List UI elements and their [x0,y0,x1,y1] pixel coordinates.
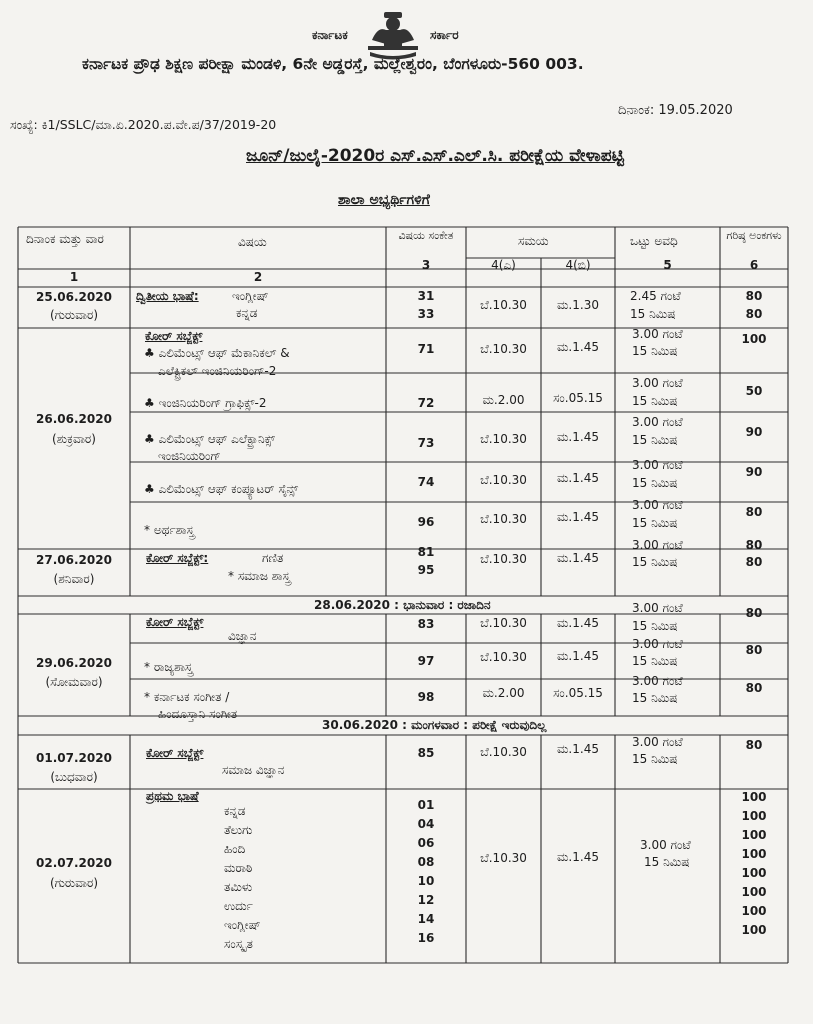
row-date: 02.07.2020 [36,856,112,870]
subject-code: 33 [417,307,435,321]
subject-name: ♣ ಇಂಜಿನಿಯರಿಂಗ್ ಗ್ರಾಫಿಕ್ಸ್-2 [144,396,267,410]
col-number-4a: 4(ಎ) [491,258,516,272]
subject-name: * ಅರ್ಥಶಾಸ್ತ್ರ [144,523,195,537]
max-marks: 80 [745,538,763,552]
language-name: ಮರಾಠಿ [224,861,253,875]
max-marks: 90 [745,425,763,439]
row-date: 01.07.2020 [36,751,112,765]
subject-code: 08 [417,855,435,869]
col-header-subject: ವಿಷಯ [238,235,267,249]
end-time: ಮ.1.45 [557,742,599,756]
issue-date: ದಿನಾಂಕ: 19.05.2020 [618,103,733,118]
subject-name: * ರಾಜ್ಯಶಾಸ್ತ್ರ [144,660,193,674]
subject-name: * ಕರ್ನಾಟಕ ಸಂಗೀತ / [144,690,230,704]
reference-number: ಸಂಖ್ಯೆ: ಕಿ1/SSLC/ಮಾ.ಏ.2020.ಪ.ವೇ.ಪ/37/2019-20 [10,117,277,132]
duration: 15 ನಿಮಿಷ [632,344,678,358]
row-day: (ಬುಧವಾರ) [50,770,98,784]
row-day: (ಗುರುವಾರ) [49,308,99,322]
duration: 3.00 ಗಂಟೆ [632,735,683,749]
duration: 15 ನಿಮಿಷ [632,394,678,408]
duration: 15 ನಿಮಿಷ [632,619,678,633]
duration: 15 ನಿಮಿಷ [632,516,678,530]
subject-name: ಎಲೆಕ್ಟ್ರಿಕಲ್ ಇಂಜಿನಿಯರಿಂಗ್-2 [158,364,277,378]
col-header-code: ವಿಷಯ ಸಂಕೇತ [398,229,454,242]
end-time: ಮ.1.45 [557,551,599,565]
no-exam-note: 30.06.2020 : ಮಂಗಳವಾರ : ಪರೀಕ್ಷೆ ಇರುವುದಿಲ್ಲ [322,718,547,732]
col-number-1: 1 [69,270,79,284]
subject-code: 01 [417,798,435,812]
subject-code: 71 [417,342,435,356]
subject-name: ಇಂಜಿನಿಯರಿಂಗ್ [158,449,221,463]
subject-name: ಇಂಗ್ಲೀಷ್ [232,289,269,303]
header-state-right: ಸರ್ಕಾರ [430,28,459,42]
start-time: ಬೆ.10.30 [480,432,527,446]
subject-code: 10 [417,874,435,888]
duration: 15 ನಿಮಿಷ [632,654,678,668]
start-time: ಮ.2.00 [482,393,525,407]
core-subject-label: ಕೋರ್ ಸಬ್ಜೆಕ್ಟ್ [145,329,203,343]
duration: 15 ನಿಮಿಷ [632,476,678,490]
duration: 15 ನಿಮಿಷ [644,855,690,869]
max-marks: 80 [745,606,763,620]
col-header-duration: ಒಟ್ಟು ಅವಧಿ [630,234,678,248]
duration: 15 ನಿಮಿಷ [632,691,678,705]
max-marks: 100 [741,904,767,918]
max-marks: 100 [741,923,767,937]
subject-code: 14 [417,912,435,926]
header-state-left: ಕರ್ನಾಟಕ [312,28,348,42]
max-marks: 100 [741,885,767,899]
core-subject-label: ಕೋರ್ ಸಬ್ಜೆಕ್ಟ್ [146,615,204,629]
board-address: ಕರ್ನಾಟಕ ಪ್ರೌಢ ಶಿಕ್ಷಣ ಪರೀಕ್ಷಾ ಮಂಡಳಿ, 6ನೇ ಅಡ್ಡರಸ್ತೆ, ಮಲ್ಲೇಶ್ವರಂ, ಬೆಂಗಳೂರು-560 003. [82,55,584,73]
max-marks: 80 [745,738,763,752]
col-number-5: 5 [663,258,672,272]
duration: 3.00 ಗಂಟೆ [632,637,683,651]
subject-name: * ಸಮಾಜ ಶಾಸ್ತ್ರ [228,569,291,583]
max-marks: 100 [741,847,767,861]
duration: 3.00 ಗಂಟೆ [632,327,683,341]
max-marks: 80 [745,555,763,569]
language-name: ತಮಿಳು [224,880,253,894]
max-marks: 80 [745,681,763,695]
end-time: ಮ.1.45 [557,471,599,485]
end-time: ಮ.1.30 [557,298,599,312]
subject-code: 96 [417,515,435,529]
duration: 3.00 ಗಂಟೆ [632,415,683,429]
col-header-max-marks: ಗರಿಷ್ಠ ಅಂಕಗಳು [726,229,782,242]
subject-name: ಗಣಿತ [262,551,284,565]
subject-code: 83 [417,617,435,631]
duration: 2.45 ಗಂಟೆ [630,289,681,303]
core-subject-label: ಕೋರ್ ಸಬ್ಜೆಕ್ಟ್: [146,551,209,565]
row-day: (ಗುರುವಾರ) [49,876,99,890]
max-marks: 100 [741,332,767,346]
duration: 3.00 ಗಂಟೆ [632,376,683,390]
start-time: ಬೆ.10.30 [480,342,527,356]
max-marks: 80 [745,289,763,303]
language-name: ಉರ್ದು [224,899,253,913]
start-time: ಬೆ.10.30 [480,851,527,865]
subject-code: 85 [417,746,435,760]
start-time: ಬೆ.10.30 [480,298,527,312]
end-time: ಸಂ.05.15 [553,391,603,405]
duration: 3.00 ಗಂಟೆ [632,538,683,552]
duration: 15 ನಿಮಿಷ [630,307,676,321]
duration: 3.00 ಗಂಟೆ [632,458,683,472]
col-number-3: 3 [421,258,431,272]
duration: 15 ನಿಮಿಷ [632,752,678,766]
col-header-time: ಸಮಯ [518,234,549,248]
language-name: ಸಂಸ್ಕೃತ [224,937,253,951]
start-time: ಬೆ.10.30 [480,745,527,759]
duration: 15 ನಿಮಿಷ [632,555,678,569]
subject-code: 97 [417,654,435,668]
max-marks: 80 [745,307,763,321]
subject-code: 74 [417,475,435,489]
row-date: 29.06.2020 [36,656,112,670]
start-time: ಮ.2.00 [482,686,525,700]
start-time: ಬೆ.10.30 [480,616,527,630]
col-number-6: 6 [749,258,759,272]
subject-code: 16 [417,931,435,945]
subject-name: ಸಮಾಜ ವಿಜ್ಞಾನ [222,763,285,777]
duration: 3.00 ಗಂಟೆ [632,498,683,512]
duration: 3.00 ಗಂಟೆ [640,838,691,852]
subject-code: 12 [417,893,435,907]
row-day: (ಶುಕ್ರವಾರ) [52,432,96,446]
start-time: ಬೆ.10.30 [480,512,527,526]
duration: 15 ನಿಮಿಷ [632,433,678,447]
language-name: ಹಿಂದಿ [224,842,246,856]
core-subject-label: ಕೋರ್ ಸಬ್ಜೆಕ್ಟ್ [146,746,204,760]
subject-code: 04 [417,817,435,831]
max-marks: 50 [745,384,763,398]
max-marks: 100 [741,866,767,880]
start-time: ಬೆ.10.30 [480,650,527,664]
holiday-note: 28.06.2020 : ಭಾನುವಾರ : ರಜಾದಿನ [314,598,491,612]
subject-code: 95 [417,563,435,577]
duration: 3.00 ಗಂಟೆ [632,601,683,615]
subject-name: ♣ ಎಲಿಮೆಂಟ್ಸ್ ಆಫ್ ಎಲೆಕ್ಟ್ರಾನಿಕ್ಸ್ [144,432,276,446]
max-marks: 80 [745,505,763,519]
end-time: ಮ.1.45 [557,510,599,524]
row-date: 25.06.2020 [36,290,112,304]
subject-code: 98 [417,690,435,704]
end-time: ಮ.1.45 [557,649,599,663]
row-day: (ಸೋಮವಾರ) [45,675,103,689]
end-time: ಮ.1.45 [557,850,599,864]
subject-code: 73 [417,436,435,450]
page-title: ಜೂನ್/ಜುಲೈ-2020ರ ಎಸ್.ಎಸ್.ಎಲ್.ಸಿ. ಪರೀಕ್ಷೆಯ ವೇಳಾಪಟ್ಟಿ [246,146,625,166]
max-marks: 90 [745,465,763,479]
subject-name: ಹಿಂದೂಸ್ತಾನಿ ಸಂಗೀತ [158,707,238,721]
col-number-2: 2 [253,270,263,284]
subject-name: ♣ ಎಲಿಮೆಂಟ್ಸ್ ಆಫ್ ಕಂಪ್ಯೂಟರ್ ಸೈನ್ಸ್ [144,482,299,496]
max-marks: 100 [741,809,767,823]
row-date: 27.06.2020 [36,553,112,567]
subject-group-label: ದ್ವಿತೀಯ ಭಾಷೆ: [136,289,199,303]
first-language-label: ಪ್ರಥಮ ಭಾಷೆ [146,789,199,803]
max-marks: 100 [741,790,767,804]
start-time: ಬೆ.10.30 [480,473,527,487]
row-day: (ಶನಿವಾರ) [53,572,95,586]
subject-code: 81 [417,545,435,559]
subject-name: ಕನ್ನಡ [236,306,258,320]
language-name: ಇಂಗ್ಲೀಷ್ [224,918,261,932]
max-marks: 100 [741,828,767,842]
end-time: ಮ.1.45 [557,430,599,444]
row-date: 26.06.2020 [36,412,112,426]
end-time: ಮ.1.45 [557,616,599,630]
start-time: ಬೆ.10.30 [480,552,527,566]
col-header-date-day: ದಿನಾಂಕ ಮತ್ತು ವಾರ [26,232,104,246]
subject-code: 31 [417,289,435,303]
subject-name: ♣ ಎಲಿಮೆಂಟ್ಸ್ ಆಫ್ ಮೆಕಾನಿಕಲ್ & [144,346,290,360]
language-name: ತೆಲುಗು [224,823,253,837]
end-time: ಮ.1.45 [557,340,599,354]
duration: 3.00 ಗಂಟೆ [632,674,683,688]
page-subtitle: ಶಾಲಾ ಅಭ್ಯರ್ಥಿಗಳಿಗೆ [338,192,430,208]
subject-code: 72 [417,396,435,410]
language-name: ಕನ್ನಡ [224,804,246,818]
max-marks: 80 [745,643,763,657]
end-time: ಸಂ.05.15 [553,686,603,700]
subject-code: 06 [417,836,435,850]
col-number-4b: 4(ಬಿ) [565,258,591,272]
subject-name: ವಿಜ್ಞಾನ [228,629,257,643]
